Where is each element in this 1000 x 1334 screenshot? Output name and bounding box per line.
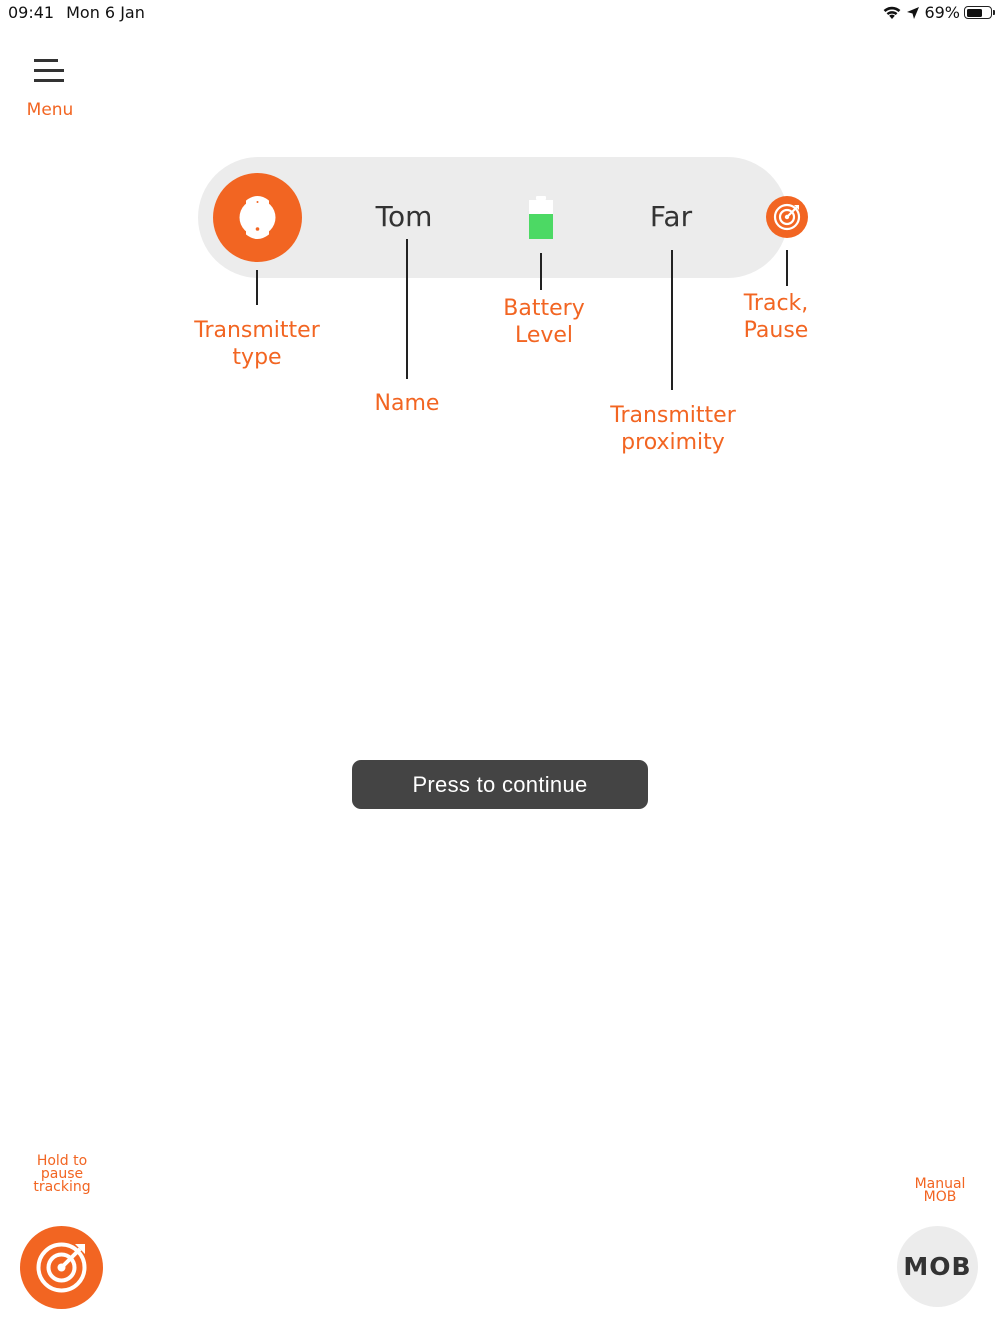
watch-icon bbox=[213, 173, 302, 262]
radar-icon bbox=[20, 1226, 103, 1309]
label-line: pause bbox=[40, 1166, 84, 1182]
menu-label: Menu bbox=[26, 100, 74, 120]
menu-button[interactable] bbox=[22, 50, 78, 125]
pause-tracking-button[interactable] bbox=[20, 1226, 103, 1309]
status-bar-right bbox=[882, 3, 992, 22]
callout-line-battery bbox=[540, 253, 542, 290]
label-battery-level bbox=[484, 295, 604, 349]
battery-percent: 69% bbox=[924, 3, 960, 22]
track-pause-button[interactable] bbox=[766, 196, 808, 238]
callout-line-track bbox=[786, 250, 788, 286]
label-line: MOB bbox=[923, 1189, 957, 1205]
label-track-pause bbox=[726, 290, 826, 344]
label-line: Battery bbox=[503, 296, 585, 321]
tracker-battery-fill bbox=[529, 214, 553, 239]
label-line: Transmitter bbox=[610, 403, 736, 428]
hamburger-menu-icon bbox=[34, 58, 64, 84]
battery-icon bbox=[964, 6, 992, 19]
status-bar-left bbox=[8, 3, 145, 22]
status-date: Mon 6 Jan bbox=[66, 3, 145, 22]
callout-line-type bbox=[256, 270, 258, 305]
transmitter-proximity: Far bbox=[649, 200, 693, 233]
wifi-icon bbox=[882, 5, 902, 20]
mob-button[interactable]: MOB bbox=[897, 1226, 978, 1307]
press-to-continue-button[interactable]: Press to continue bbox=[352, 760, 648, 809]
label-transmitter-proximity bbox=[592, 402, 754, 456]
radar-icon bbox=[766, 196, 808, 238]
callout-line-name bbox=[406, 239, 408, 379]
label-line: Transmitter bbox=[194, 318, 320, 343]
transmitter-type-badge bbox=[213, 173, 302, 262]
status-time: 09:41 bbox=[8, 3, 55, 22]
location-arrow-icon bbox=[906, 6, 920, 20]
label-line: tracking bbox=[33, 1179, 91, 1195]
transmitter-name: Tom bbox=[375, 200, 433, 233]
label-line: Pause bbox=[743, 318, 809, 343]
label-line: Manual bbox=[914, 1176, 966, 1192]
callout-line-proximity bbox=[671, 250, 673, 390]
label-transmitter-type bbox=[176, 317, 338, 371]
battery-icon-fill bbox=[967, 9, 982, 17]
label-line: Hold to bbox=[36, 1153, 88, 1169]
label-line: type bbox=[232, 345, 282, 370]
label-line: Track, bbox=[743, 291, 809, 316]
label-name: Name bbox=[374, 391, 440, 416]
label-line: proximity bbox=[621, 430, 725, 455]
label-line: Level bbox=[514, 323, 574, 348]
manual-mob-label bbox=[898, 1178, 982, 1204]
hold-to-pause-label bbox=[20, 1155, 104, 1194]
